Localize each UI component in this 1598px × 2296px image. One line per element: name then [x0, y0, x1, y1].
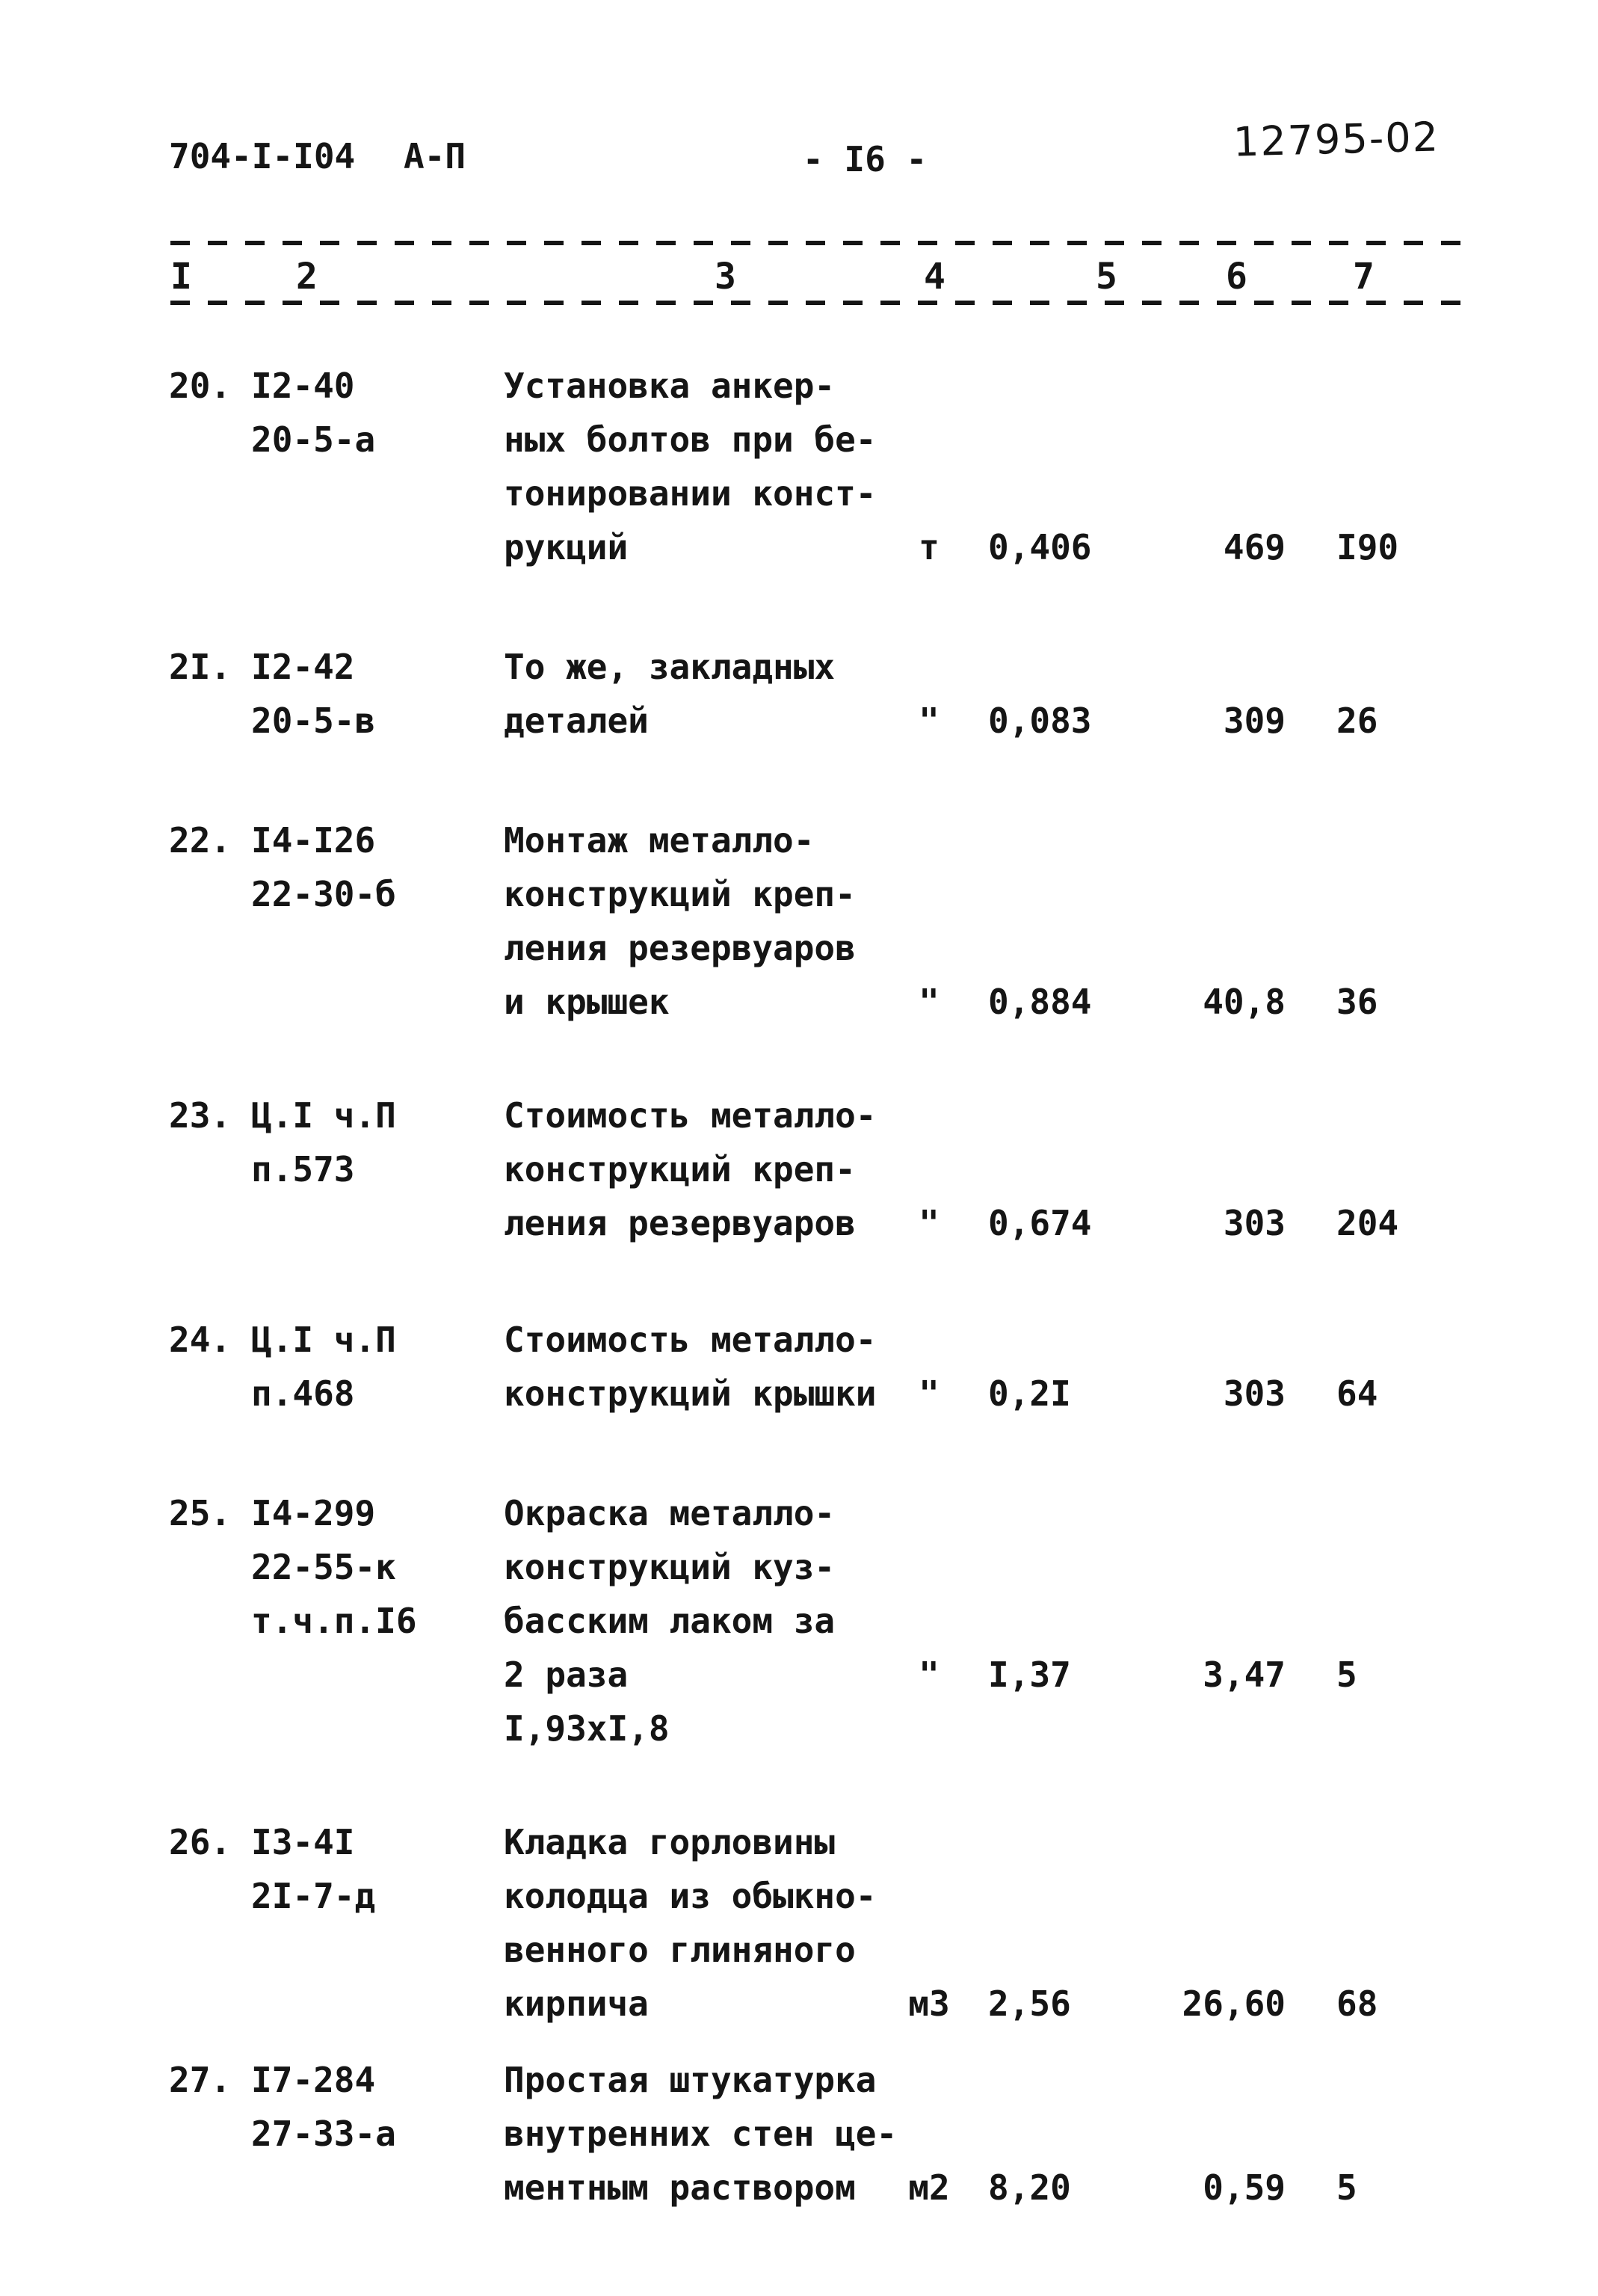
row-number: 25.: [169, 1493, 232, 1533]
column-number-5: 5: [1096, 256, 1117, 298]
work-description: То же, закладных деталей: [504, 647, 836, 741]
unit: м3: [908, 1983, 950, 2024]
column-number-4: 4: [924, 256, 945, 298]
column-number-1: I: [170, 256, 192, 298]
row-number: 24.: [169, 1320, 232, 1360]
quantity: 2,56: [988, 1983, 1071, 2024]
quantity: 0,406: [988, 527, 1092, 567]
quantity: 0,884: [988, 982, 1092, 1022]
work-description: Кладка горловины колодца из обыкно- венного глиняного кирпича: [504, 1822, 877, 2024]
total-cost: 26: [1336, 701, 1378, 741]
row-number: 20.: [169, 366, 232, 406]
quantity: 0,674: [988, 1203, 1092, 1243]
unit: ": [919, 982, 940, 1022]
total-cost: 5: [1336, 1655, 1357, 1695]
unit: ": [919, 1373, 940, 1414]
row-number: 27.: [169, 2060, 232, 2100]
norm-code: Ц.I ч.П п.573: [251, 1095, 396, 1189]
total-cost: 204: [1336, 1203, 1399, 1243]
total-cost: I90: [1336, 527, 1399, 567]
row-number: 2I.: [169, 647, 232, 687]
unit: м2: [908, 2167, 950, 2208]
unit-price: 0,59: [1203, 2167, 1286, 2208]
total-cost: 36: [1336, 982, 1378, 1022]
quantity: I,37: [988, 1655, 1071, 1695]
header-dashed-rule-top: [170, 241, 1471, 245]
document-code: 704-I-I04: [169, 136, 356, 176]
row-number: 26.: [169, 1822, 232, 1862]
inventory-number: 12795-02: [1233, 113, 1440, 166]
total-cost: 5: [1336, 2167, 1357, 2208]
norm-code: I2-42 20-5-в: [251, 647, 376, 741]
unit-price: 309: [1223, 701, 1286, 741]
unit: т: [919, 527, 940, 567]
unit: ": [919, 1203, 940, 1243]
total-cost: 64: [1336, 1373, 1378, 1414]
work-description: Простая штукатурка внутренних стен це- ментным раствором: [504, 2060, 898, 2208]
column-number-6: 6: [1226, 256, 1247, 298]
quantity: 8,20: [988, 2167, 1071, 2208]
quantity: 0,2I: [988, 1373, 1071, 1414]
work-description: Стоимость металло- конструкций креп- ления резервуаров: [504, 1095, 877, 1243]
unit-price: 40,8: [1203, 982, 1286, 1022]
page-number: - I6 -: [803, 139, 928, 179]
unit-price: 303: [1223, 1203, 1286, 1243]
unit-price: 469: [1223, 527, 1286, 567]
column-number-2: 2: [296, 256, 318, 298]
norm-code: I4-I26 22-30-б: [251, 820, 396, 914]
unit-price: 303: [1223, 1373, 1286, 1414]
norm-code: I3-4I 2I-7-д: [251, 1822, 376, 1916]
unit: ": [919, 701, 940, 741]
total-cost: 68: [1336, 1983, 1378, 2024]
norm-code: Ц.I ч.П п.468: [251, 1320, 396, 1414]
work-description: Стоимость металло- конструкций крышки: [504, 1320, 877, 1414]
album-code: А-П: [404, 136, 466, 176]
work-description: Окраска металло- конструкций куз- басским лаком за 2 раза I,93хI,8: [504, 1493, 836, 1749]
unit-price: 3,47: [1203, 1655, 1286, 1695]
header-dashed-rule-bottom: [170, 301, 1471, 305]
norm-code: I4-299 22-55-к т.ч.п.I6: [251, 1493, 417, 1641]
column-number-3: 3: [715, 256, 736, 298]
quantity: 0,083: [988, 701, 1092, 741]
work-description: Монтаж металло- конструкций креп- ления резервуаров и крышек: [504, 820, 856, 1022]
row-number: 23.: [169, 1095, 232, 1136]
work-description: Установка анкер- ных болтов при бе- тонировании конст- рукций: [504, 366, 877, 567]
column-number-7: 7: [1353, 256, 1375, 298]
norm-code: I2-40 20-5-а: [251, 366, 376, 460]
unit: ": [919, 1655, 940, 1695]
unit-price: 26,60: [1182, 1983, 1286, 2024]
norm-code: I7-284 27-33-а: [251, 2060, 396, 2154]
row-number: 22.: [169, 820, 232, 861]
